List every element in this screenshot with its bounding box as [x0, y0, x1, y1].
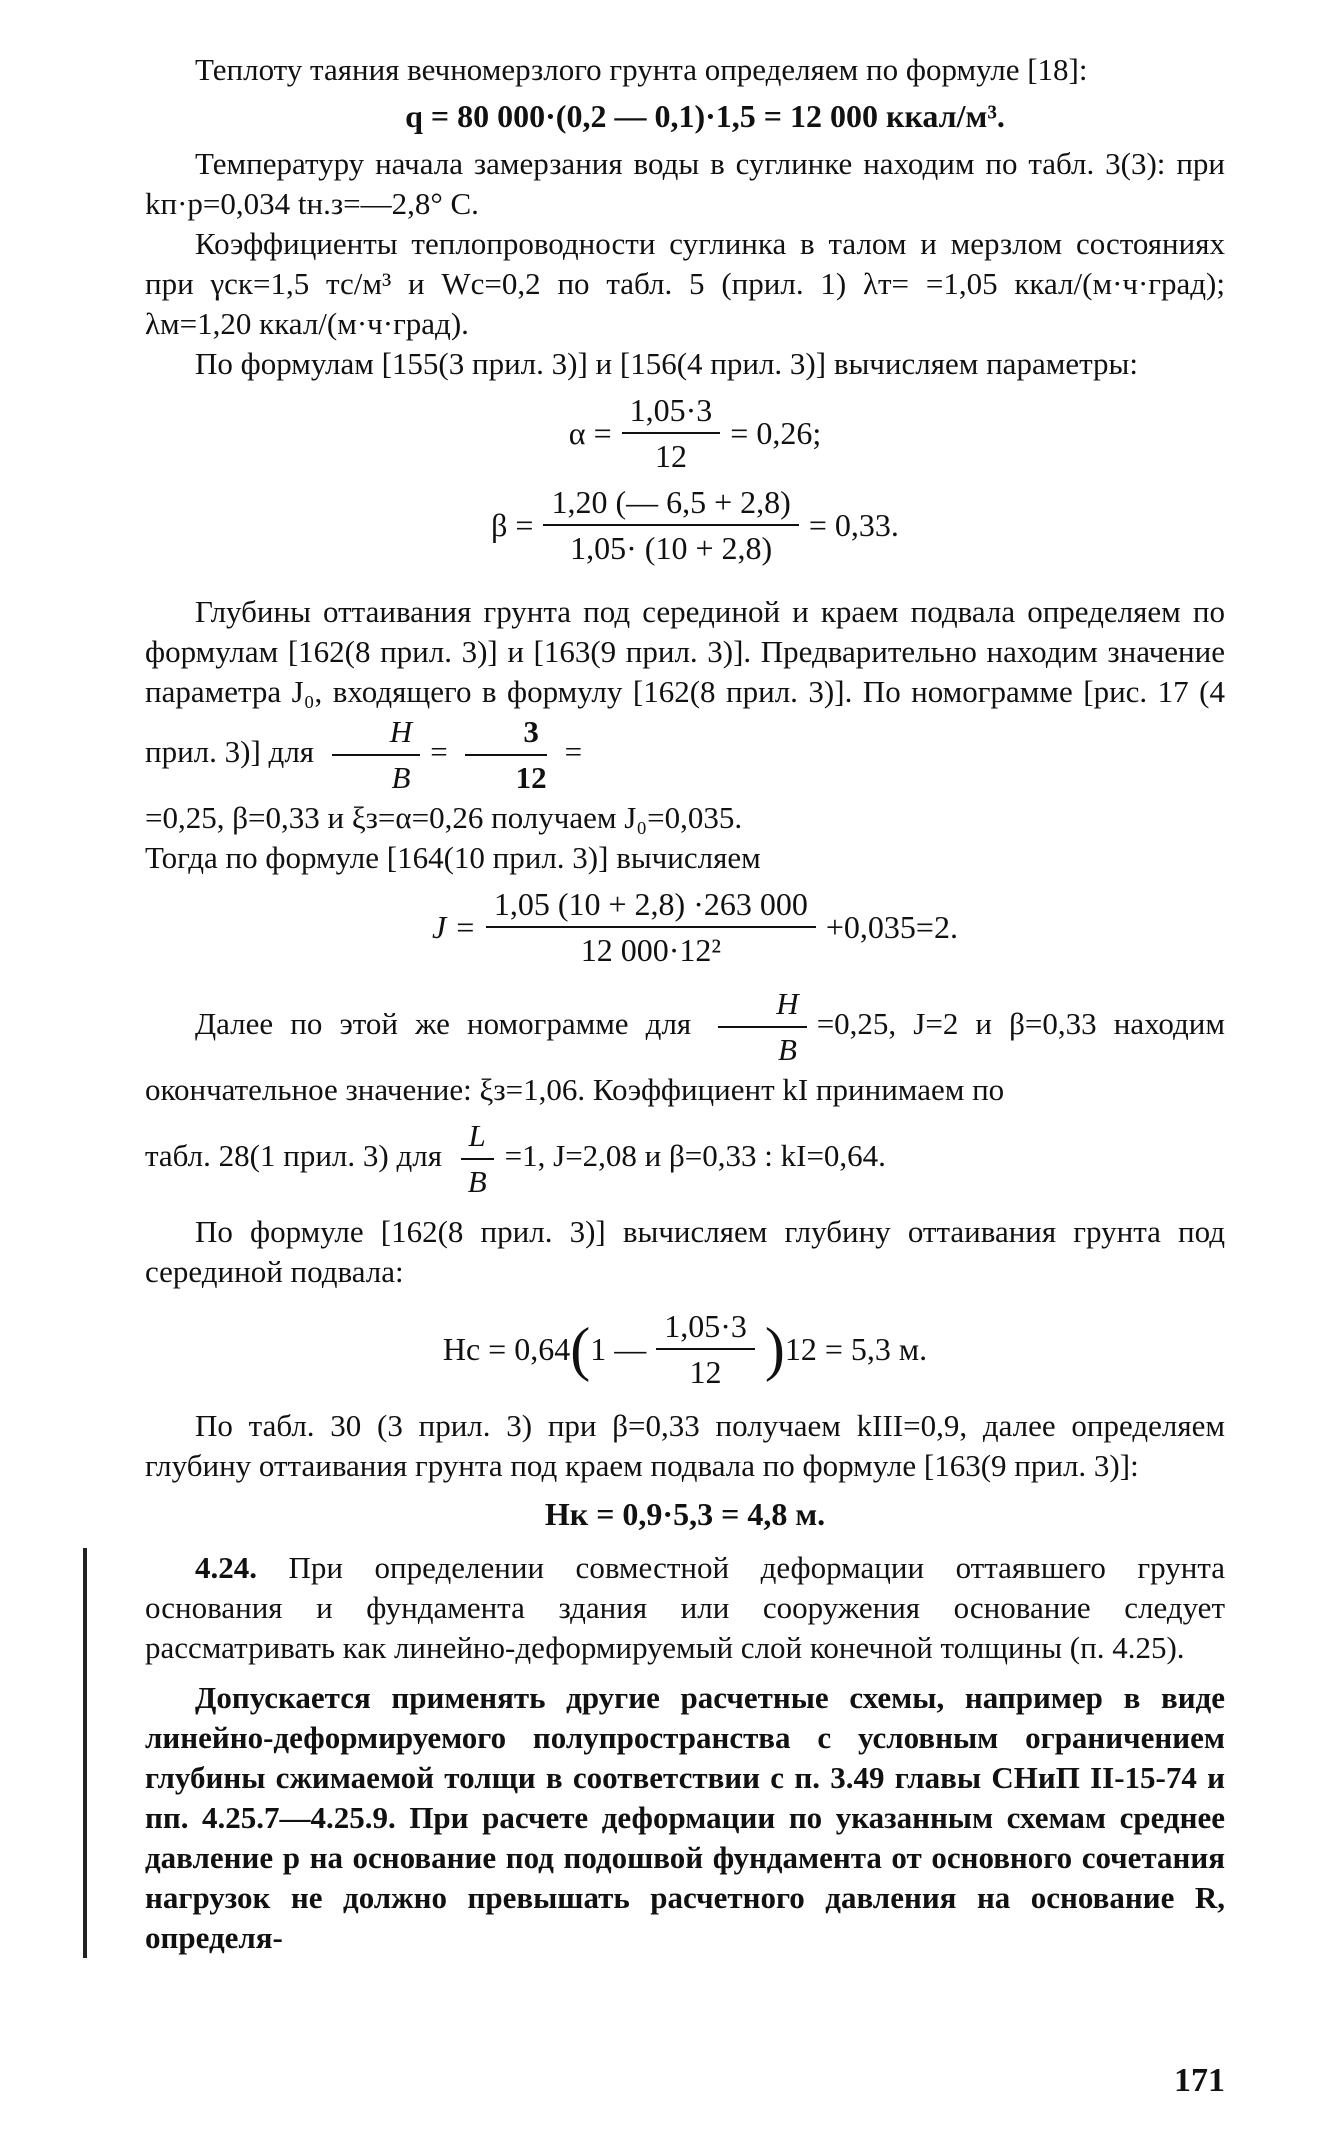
formula-hc-lhs: Hс = 0,64 [442, 1331, 571, 1367]
formula-j-rhs: +0,035=2. [825, 909, 958, 945]
formula-hc-fraction [656, 1306, 755, 1392]
fraction-equals: = [430, 734, 448, 770]
formula-hc [145, 1306, 1225, 1392]
formula-alpha [165, 390, 1225, 476]
fraction-l-b-denominator: B [467, 1164, 487, 1199]
formula-alpha-lhs: α = [568, 415, 612, 451]
fraction-h-b-second-numerator: H [718, 984, 806, 1028]
formula-alpha-denominator: 12 [654, 438, 687, 474]
paragraph-j0: =0,25, β=0,33 и ξз=α=0,26 получаем J₀=0,035. [145, 800, 743, 835]
fraction-l-b [460, 1116, 495, 1202]
fraction-3-12 [458, 712, 555, 798]
formula-alpha-fraction [622, 390, 721, 476]
paragraph-conductivity: Коэффициенты теплопроводности суглинка в талом и мерзлом состояниях при γск=1,5 тс/м³ и Wс=0,2 по табл. 5 (прил. 1) λт= =1,05 ккал/(м·ч·град); λм=1,20 ккал/(м·ч·град). [145, 226, 1225, 341]
paragraph-nomogram-continued: =0,25, J=2 и β=0,33 находим окончательное значение: ξз=1,06. Коэффициент kI принимаем по [145, 1006, 1225, 1107]
fraction-h-b-denominator: B [391, 760, 411, 795]
formula-beta [165, 482, 1225, 568]
formula-j-numerator: 1,05 (10 + 2,8) ·263 000 [486, 884, 816, 928]
paragraph-nomogram [145, 984, 1225, 1110]
fraction-tail: = [564, 734, 583, 770]
fraction-h-b [332, 712, 420, 798]
paragraph-freeze-temp: Температуру начала замерзания воды в суглинке находим по табл. 3(3): при kп·р=0,034 tн.з=—2,8° С. [145, 146, 1225, 221]
formula-beta-numerator: 1,20 (— 6,5 + 2,8) [543, 482, 798, 526]
page-number: 171 [1174, 2062, 1225, 2099]
margin-change-bar [83, 1548, 87, 1958]
paragraph-params-intro: По формулам [155(3 прил. 3)] и [156(4 прил. 3)] вычисляем параметры: [195, 346, 1138, 381]
paragraph-allowed-schemes: Допускается применять другие расчетные схемы, например в виде линейно-деформируемого полупространства с условным ограничением глубины сжимаемой толщи в соответствии с п. 3.49 главы СНиП II-15-74 и пп. 4.25.7—4.25.9. При расчете деформации по указанным схемам среднее давление p на основание под подошвой фундамента от основного сочетания нагрузок не должно превышать расчетного давления на основание R, определя- [145, 1680, 1225, 1955]
formula-hc-close-paren: ) [764, 1316, 785, 1382]
paragraph-table28-end: =1, J=2,08 и β=0,33 : kI=0,64. [504, 1138, 886, 1174]
formula-j-fraction [486, 884, 816, 970]
section-4-24 [145, 1548, 1225, 1958]
formula-j [165, 884, 1225, 970]
paragraph-nomogram-start: Далее по этой же номограмме для [195, 1006, 692, 1042]
fraction-3-12-denominator: 12 [515, 760, 547, 795]
paragraph-edge-depth: По табл. 30 (3 прил. 3) при β=0,33 получаем kIII=0,9, далее определяем глубину оттаивания грунта под краем подвала по формуле [163(9 прил. 3)]: [145, 1408, 1225, 1483]
formula-beta-rhs: = 0,33. [808, 507, 899, 543]
formula-hk-text: Hк = 0,9·5,3 = 4,8 м. [544, 1496, 826, 1532]
paragraph-melting-heat: Теплоту таяния вечномерзлого грунта определяем по формуле [18]: [195, 52, 1088, 87]
paragraph-then: Тогда по формуле [164(10 прил. 3)] вычисляем [145, 840, 761, 875]
formula-q [185, 96, 1225, 136]
formula-hk [145, 1494, 1225, 1534]
formula-hc-open-paren: ( [570, 1316, 591, 1382]
fraction-h-b-numerator: H [332, 712, 420, 756]
formula-hc-numerator: 1,05·3 [656, 1306, 755, 1350]
fraction-h-b-second-denominator: B [778, 1032, 797, 1067]
paragraph-table28 [145, 1116, 1225, 1202]
paragraph-table28-start: табл. 28(1 прил. 3) для [145, 1138, 442, 1174]
fraction-l-b-numerator: L [461, 1116, 494, 1160]
paragraph-thaw-depth [145, 592, 1225, 798]
formula-beta-denominator: 1,05· (10 + 2,8) [570, 530, 773, 566]
formula-alpha-rhs: = 0,26; [730, 415, 822, 451]
formula-alpha-numerator: 1,05·3 [622, 390, 721, 434]
fraction-h-b-second [718, 984, 806, 1070]
section-number: 4.24. [195, 1550, 257, 1585]
paragraph-4-24 [145, 1548, 1225, 1668]
formula-j-lhs: J = [432, 909, 476, 945]
formula-hc-rhs: 12 = 5,3 м. [784, 1331, 928, 1367]
formula-hc-denominator: 12 [689, 1354, 722, 1390]
paragraph-center-depth: По формуле [162(8 прил. 3)] вычисляем глубину оттаивания грунта под серединой подвала: [145, 1214, 1225, 1289]
formula-j-denominator: 12 000·12² [580, 932, 721, 968]
formula-beta-lhs: β = [491, 507, 534, 543]
fraction-3-12-numerator: 3 [465, 712, 547, 756]
formula-q-text: q = 80 000·(0,2 — 0,1)·1,5 = 12 000 ккал/м³. [405, 98, 1005, 134]
formula-beta-fraction [543, 482, 798, 568]
section-4-24-text: При определении совместной деформации оттаявшего грунта основания и фундамента здания или сооружения основание следует рассматривать как линейно-деформируемый слой конечной толщины (п. 4.25). [145, 1550, 1226, 1665]
page-body [145, 50, 1225, 1958]
formula-hc-pre: 1 — [590, 1331, 647, 1367]
paragraph-thaw-depth-text: Глубины оттаивания грунта под серединой и краем подвала определяем по формулам [162(8 прил. 3)] и [163(9 прил. 3)]. Предварительно находим значение параметра J₀, входящего в формулу [162(8 прил. 3)]. По номограмме [рис. 17 (4 прил. 3)] для [145, 594, 1225, 770]
